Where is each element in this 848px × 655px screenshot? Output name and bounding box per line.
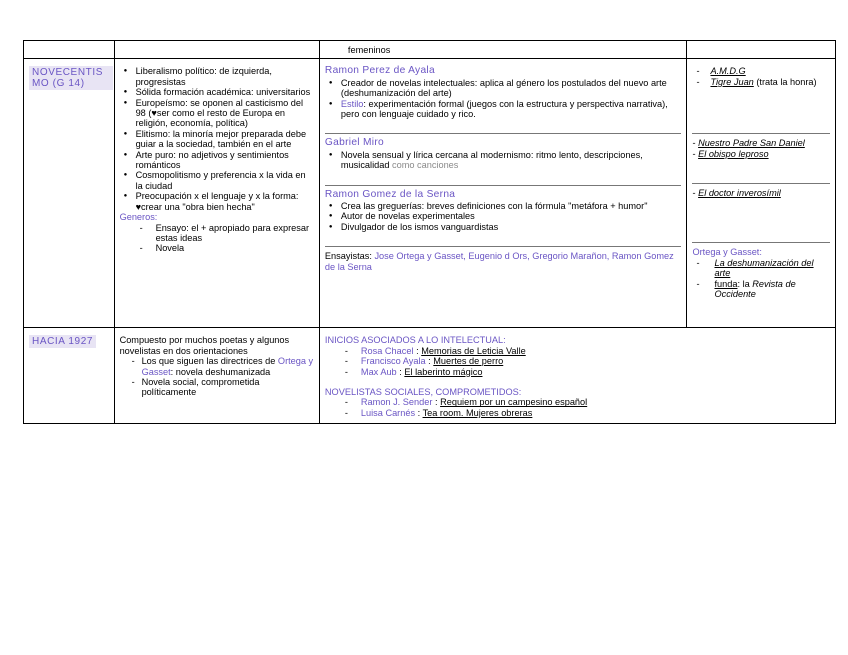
- list-item: ● Europeísmo: se oponen al casticismo del 98 (♥ser como el resto de Europa en religión, economía, política): [120, 98, 314, 129]
- list-item: ● Liberalismo político: de izquierda, progresistas: [120, 66, 314, 87]
- table-row: [24, 59, 836, 328]
- author-miro: Gabriel Miro: [324, 137, 385, 149]
- divider: [325, 185, 682, 186]
- list-item: - Francisco Ayala : Muertes de perro: [325, 356, 830, 366]
- miro-works: [692, 138, 830, 159]
- work-title: Tigre Juan: [710, 76, 754, 87]
- list-item: ● Preocupación x el lenguaje y x la forma: ♥crear una "obra bien hecha": [120, 191, 314, 212]
- cell-empty: [114, 41, 319, 59]
- work-title: A.M.D.G: [710, 66, 746, 77]
- orient1-a: Los que siguen las directrices de: [141, 356, 278, 367]
- cell-novecentismo-authors: [319, 59, 687, 328]
- list-item: ● Autor de novelas experimentales: [325, 211, 682, 221]
- list-item: [325, 99, 682, 120]
- ortega-label: Ortega y Gasset:: [692, 247, 762, 258]
- literature-table: [23, 40, 836, 424]
- cell-novecentismo-label: [24, 59, 115, 328]
- table-row: [24, 328, 836, 424]
- list-item: ● Divulgador de los ismos vanguardistas: [325, 222, 682, 232]
- list-item: [692, 77, 830, 87]
- author-name: Rosa Chacel: [360, 345, 414, 356]
- author-name: Ramon J. Sender: [360, 397, 433, 408]
- funda-label: funda: [714, 278, 738, 289]
- work-note: (trata la honra): [753, 76, 817, 87]
- list-item: - Max Aub : El laberinto mágico: [325, 367, 830, 377]
- author-name: Luisa Carnés: [360, 407, 416, 418]
- divider: [692, 133, 830, 134]
- list-item: [692, 279, 830, 300]
- cell-novecentismo-characteristics: [114, 59, 319, 328]
- table-row: [24, 41, 836, 59]
- estilo-text: : experimentación formal (juegos con la estructura y perspectiva narrativa), pero con lenguaje cuidado y rico.: [340, 98, 668, 120]
- characteristics-list: [120, 66, 314, 212]
- list-item: ● Elitismo: la minoría mejor preparada debe guiar a la sociedad, también en el arte: [120, 129, 314, 150]
- estilo-label: Estilo: [340, 98, 364, 109]
- cell-femeninos: [319, 41, 687, 59]
- generos-list: [120, 223, 314, 254]
- list-item: - Ramon J. Sender : Requiem por un campesino español: [325, 397, 830, 407]
- work-title: Muertes de perro: [433, 356, 504, 367]
- miro-text: Novela sensual y lírica cercana al modernismo: ritmo lento, descripciones, musicalidad: [340, 149, 643, 171]
- author-name: Francisco Ayala: [360, 356, 426, 367]
- list-item: [692, 258, 830, 279]
- work-title: La deshumanización del arte: [714, 257, 814, 279]
- list-item: - El doctor inverosímil: [692, 188, 781, 199]
- list-item: ● Crea las greguerías: breves definiciones con la fórmula "metáfora + humor": [325, 201, 682, 211]
- cell-empty: [687, 41, 836, 59]
- ensayistas-label: Ensayistas:: [324, 251, 375, 262]
- generos-label: Generos:: [119, 212, 158, 223]
- hacia-intro: Compuesto por muchos poetas y algunos novelistas en dos orientaciones: [119, 335, 290, 356]
- cell-empty: [24, 41, 115, 59]
- sociales-list: [325, 397, 830, 418]
- work-title: El laberinto mágico: [404, 366, 483, 377]
- list-item: [692, 66, 830, 76]
- intelectual-list: [325, 346, 830, 377]
- cell-hacia-orientations: [114, 328, 319, 424]
- list-item: - El obispo leproso: [692, 148, 769, 159]
- work-title: Memorias de Leticia Valle: [421, 345, 526, 356]
- list-item: - Novela social, comprometida políticamente: [120, 377, 314, 398]
- divider: [692, 242, 830, 243]
- novecentismo-label: NOVECENTISMO (G 14): [29, 66, 113, 90]
- list-item: - Luisa Carnés : Tea room. Mujeres obreras: [325, 408, 830, 418]
- work-title: El doctor inverosímil: [698, 188, 781, 199]
- list-item: - Novela: [120, 243, 314, 253]
- cell-novecentismo-works: [687, 59, 836, 328]
- list-item: - Nuestro Padre San Daniel: [692, 138, 805, 149]
- ayala-works: [692, 66, 830, 87]
- perez-ayala-list: [325, 78, 682, 120]
- author-name: Max Aub: [360, 366, 397, 377]
- miro-gray-text: como canciones: [389, 160, 459, 171]
- ensayistas-names: Jose Ortega y Gasset, Eugenio d Ors, Gregorio Marañon, Ramon Gomez de la Serna: [324, 251, 674, 272]
- divider: [325, 246, 682, 247]
- hacia-label: HACIA 1927: [29, 335, 96, 348]
- cell-hacia-label: [24, 328, 115, 424]
- cell-hacia-authors: [319, 328, 835, 424]
- list-item: [325, 150, 682, 171]
- list-item: - Rosa Chacel : Memorias de Leticia Valle: [325, 346, 830, 356]
- author-gomez-serna: Ramon Gomez de la Serna: [324, 188, 456, 200]
- orient1-c: : novela deshumanizada: [170, 366, 271, 377]
- funda-rest: : la: [737, 278, 753, 289]
- divider: [325, 133, 682, 134]
- list-item: - Ensayo: el + apropiado para expresar estas ideas: [120, 223, 314, 244]
- list-item: ● Creador de novelas intelectuales: aplica al género los postulados del nuevo arte (deshumanización del arte): [325, 78, 682, 99]
- list-item: ● Cosmopolitismo y preferencia x la vida en la ciudad: [120, 170, 314, 191]
- miro-list: [325, 150, 682, 171]
- list-item: [120, 356, 314, 377]
- orientations-list: [120, 356, 314, 398]
- work-title: Tea room. Mujeres obreras: [422, 407, 533, 418]
- work-title: Nuestro Padre San Daniel: [698, 138, 805, 149]
- orient1-b: Ortega y Gasset: [141, 356, 314, 377]
- serna-works: [692, 188, 830, 198]
- intelectual-heading: INICIOS ASOCIADOS A LO INTELECTUAL:: [324, 335, 506, 346]
- sociales-heading: NOVELISTAS SOCIALES, COMPROMETIDOS:: [324, 387, 522, 398]
- ortega-works: [692, 258, 830, 300]
- divider: [692, 183, 830, 184]
- ensayistas: [325, 251, 682, 272]
- author-perez-ayala: Ramon Perez de Ayala: [324, 65, 435, 77]
- revista-title: Revista de Occidente: [714, 278, 796, 300]
- femeninos-text: femeninos: [347, 45, 391, 55]
- work-title: Requiem por un campesino español: [440, 397, 588, 408]
- gomez-serna-list: [325, 201, 682, 232]
- list-item: ● Sólida formación académica: universitarios: [120, 87, 314, 97]
- list-item: ● Arte puro: no adjetivos y sentimientos románticos: [120, 150, 314, 171]
- work-title: El obispo leproso: [698, 148, 769, 159]
